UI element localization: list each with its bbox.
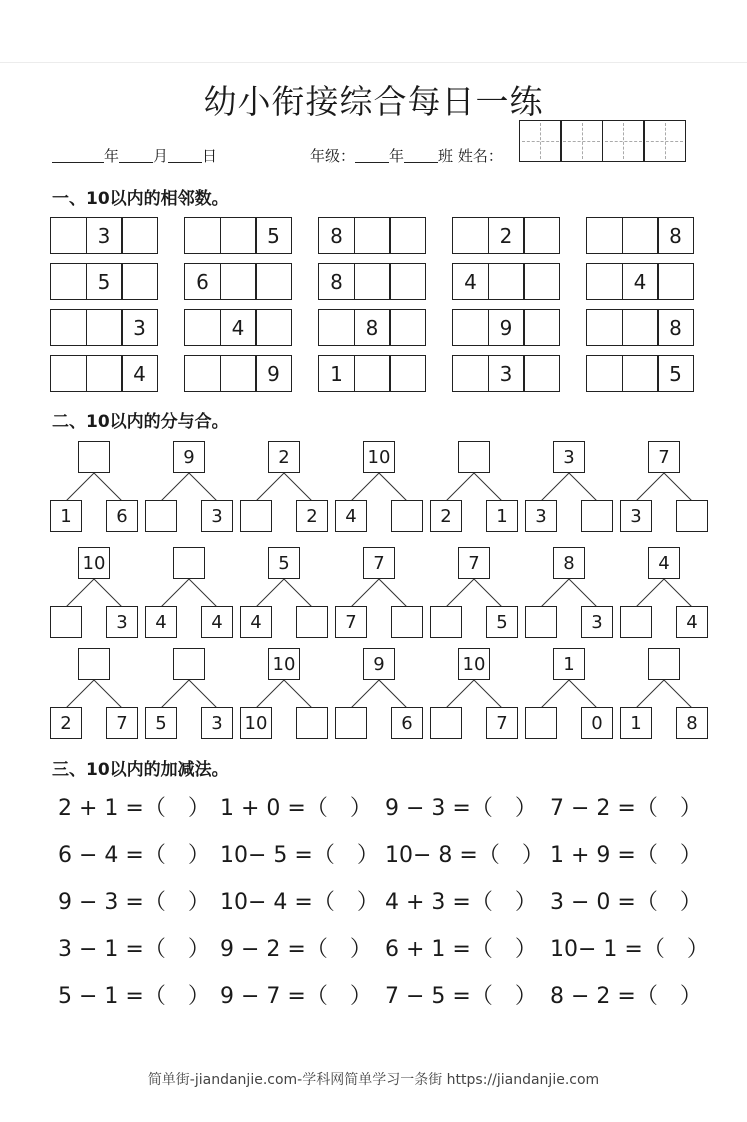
- neighbor-given-cell: 1: [318, 355, 355, 392]
- neighbor-group: [586, 355, 694, 392]
- tree-left-part-box: 4: [145, 606, 177, 638]
- neighbor-group: [318, 217, 426, 254]
- tree-right-part-box[interactable]: [581, 500, 613, 532]
- neighbor-given-cell: 4: [452, 263, 489, 300]
- tree-left-part-box: 5: [145, 707, 177, 739]
- equation[interactable]: 1 + 0 =（ ）: [220, 796, 372, 821]
- tree-left-part-box[interactable]: [430, 606, 462, 638]
- tree-total-box: 7: [363, 547, 395, 579]
- neighbor-group: [586, 217, 694, 254]
- tree-left-part-box[interactable]: [430, 707, 462, 739]
- equation[interactable]: 8 − 2 =（ ）: [550, 984, 702, 1009]
- tree-total-box[interactable]: [78, 441, 110, 473]
- tree-branch-line: [474, 473, 502, 501]
- tree-total-box[interactable]: [648, 648, 680, 680]
- tree-total-box: 10: [363, 441, 395, 473]
- neighbor-given-cell: 5: [255, 217, 292, 254]
- tree-left-part-box: 3: [525, 500, 557, 532]
- tree-right-part-box: 6: [106, 500, 138, 532]
- tree-branch-line: [636, 680, 664, 708]
- neighbor-group: [586, 263, 694, 300]
- top-rule: [0, 62, 747, 63]
- tree-left-part-box: 1: [620, 707, 652, 739]
- number-bond-tree: [237, 441, 331, 535]
- neighbor-answer-cell[interactable]: [622, 217, 659, 254]
- neighbor-given-cell: 2: [488, 217, 525, 254]
- tree-branch-line: [284, 473, 312, 501]
- neighbor-group: [452, 263, 560, 300]
- tree-left-part-box[interactable]: [240, 500, 272, 532]
- tree-right-part-box: 4: [676, 606, 708, 638]
- neighbor-answer-cell[interactable]: [523, 263, 560, 300]
- equation[interactable]: 9 − 3 =（ ）: [58, 890, 210, 915]
- number-bond-tree: [332, 648, 426, 742]
- neighbor-group: [586, 309, 694, 346]
- neighbor-answer-cell[interactable]: [389, 355, 426, 392]
- tree-total-box: 3: [553, 441, 585, 473]
- tree-total-box: 7: [648, 441, 680, 473]
- number-bond-tree: [142, 547, 236, 641]
- day-label: 日: [202, 147, 218, 165]
- number-bond-tree: [47, 547, 141, 641]
- tree-left-part-box: 1: [50, 500, 82, 532]
- tree-branch-line: [569, 680, 597, 708]
- number-bond-tree: [617, 547, 711, 641]
- tree-branch-line: [66, 680, 94, 708]
- equation[interactable]: 1 + 9 =（ ）: [550, 843, 702, 868]
- tree-total-box: 1: [553, 648, 585, 680]
- tree-branch-line: [284, 680, 312, 708]
- neighbor-answer-cell[interactable]: [523, 217, 560, 254]
- neighbor-group: [184, 217, 292, 254]
- tree-left-part-box: 10: [240, 707, 272, 739]
- tree-branch-line: [161, 579, 189, 607]
- tree-right-part-box[interactable]: [676, 500, 708, 532]
- neighbor-group: [184, 263, 292, 300]
- neighbor-given-cell: 3: [86, 217, 123, 254]
- number-bond-tree: [427, 547, 521, 641]
- equation[interactable]: 7 − 2 =（ ）: [550, 796, 702, 821]
- day-blank[interactable]: [168, 146, 202, 163]
- equation[interactable]: 4 + 3 =（ ）: [385, 890, 537, 915]
- neighbor-answer-cell[interactable]: [354, 217, 391, 254]
- tree-right-part-box: 3: [201, 500, 233, 532]
- neighbor-answer-cell[interactable]: [586, 309, 623, 346]
- tree-branch-line: [664, 473, 692, 501]
- neighbor-answer-cell[interactable]: [622, 355, 659, 392]
- name-cell[interactable]: [519, 120, 562, 162]
- tree-branch-line: [569, 473, 597, 501]
- tree-right-part-box: 6: [391, 707, 423, 739]
- neighbor-answer-cell[interactable]: [184, 355, 221, 392]
- neighbor-given-cell: 9: [488, 309, 525, 346]
- section-3-heading: 三、10以内的加减法。: [52, 760, 229, 780]
- equation[interactable]: 9 − 7 =（ ）: [220, 984, 372, 1009]
- neighbor-group: [318, 309, 426, 346]
- name-cell[interactable]: [560, 120, 603, 162]
- tree-branch-line: [541, 680, 569, 708]
- equation[interactable]: 9 − 3 =（ ）: [385, 796, 537, 821]
- tree-total-box: 10: [458, 648, 490, 680]
- neighbor-answer-cell[interactable]: [50, 309, 87, 346]
- tree-branch-line: [351, 680, 379, 708]
- number-bond-tree: [237, 547, 331, 641]
- tree-branch-line: [189, 473, 217, 501]
- number-bond-tree: [332, 441, 426, 535]
- neighbor-given-cell: 8: [657, 217, 694, 254]
- grade-line: [310, 146, 503, 166]
- number-bond-tree: [522, 648, 616, 742]
- tree-branch-line: [284, 579, 312, 607]
- tree-total-box[interactable]: [173, 547, 205, 579]
- year-blank[interactable]: [52, 146, 104, 163]
- neighbor-answer-cell[interactable]: [389, 263, 426, 300]
- neighbor-answer-cell[interactable]: [586, 355, 623, 392]
- tree-total-box[interactable]: [173, 648, 205, 680]
- tree-branch-line: [256, 680, 284, 708]
- tree-branch-line: [541, 579, 569, 607]
- tree-branch-line: [664, 579, 692, 607]
- number-bond-tree: [522, 441, 616, 535]
- tree-branch-line: [161, 473, 189, 501]
- tree-branch-line: [446, 579, 474, 607]
- neighbor-answer-cell[interactable]: [86, 309, 123, 346]
- tree-branch-line: [66, 473, 94, 501]
- grade-blank[interactable]: [355, 146, 389, 163]
- tree-branch-line: [256, 473, 284, 501]
- tree-left-part-box[interactable]: [335, 707, 367, 739]
- tree-branch-line: [474, 680, 502, 708]
- neighbor-answer-cell[interactable]: [184, 217, 221, 254]
- neighbor-answer-cell[interactable]: [318, 309, 355, 346]
- neighbor-answer-cell[interactable]: [452, 217, 489, 254]
- equation[interactable]: 10− 5 =（ ）: [220, 843, 379, 868]
- tree-total-box: 7: [458, 547, 490, 579]
- tree-right-part-box: 8: [676, 707, 708, 739]
- neighbor-given-cell: 4: [121, 355, 158, 392]
- tree-right-part-box[interactable]: [296, 606, 328, 638]
- tree-branch-line: [94, 680, 122, 708]
- tree-left-part-box: 2: [430, 500, 462, 532]
- neighbor-answer-cell[interactable]: [184, 309, 221, 346]
- tree-left-part-box[interactable]: [620, 606, 652, 638]
- neighbor-group: [452, 355, 560, 392]
- neighbor-answer-cell[interactable]: [657, 263, 694, 300]
- tree-right-part-box: 3: [201, 707, 233, 739]
- tree-left-part-box[interactable]: [50, 606, 82, 638]
- tree-total-box: 10: [268, 648, 300, 680]
- equation[interactable]: 5 − 1 =（ ）: [58, 984, 210, 1009]
- equation[interactable]: 7 − 5 =（ ）: [385, 984, 537, 1009]
- tree-left-part-box[interactable]: [145, 500, 177, 532]
- number-bond-tree: [617, 648, 711, 742]
- equation[interactable]: 10− 1 =（ ）: [550, 937, 709, 962]
- tree-total-box[interactable]: [78, 648, 110, 680]
- tree-branch-line: [94, 473, 122, 501]
- neighbor-answer-cell[interactable]: [121, 263, 158, 300]
- tree-branch-line: [379, 473, 407, 501]
- tree-right-part-box: 7: [486, 707, 518, 739]
- neighbor-answer-cell[interactable]: [255, 309, 292, 346]
- equation[interactable]: 6 + 1 =（ ）: [385, 937, 537, 962]
- tree-branch-line: [161, 680, 189, 708]
- number-bond-tree: [142, 441, 236, 535]
- tree-branch-line: [189, 579, 217, 607]
- tree-branch-line: [351, 473, 379, 501]
- neighbor-group: [318, 263, 426, 300]
- tree-left-part-box: 4: [240, 606, 272, 638]
- tree-left-part-box: 3: [620, 500, 652, 532]
- tree-branch-line: [636, 579, 664, 607]
- neighbor-group: [184, 309, 292, 346]
- grade-label: 年级：: [310, 147, 356, 165]
- section-2-heading: 二、10以内的分与合。: [52, 412, 229, 432]
- tree-branch-line: [474, 579, 502, 607]
- tree-branch-line: [379, 579, 407, 607]
- neighbor-answer-cell[interactable]: [389, 217, 426, 254]
- tree-branch-line: [664, 680, 692, 708]
- neighbor-group: [452, 217, 560, 254]
- neighbor-answer-cell[interactable]: [220, 355, 257, 392]
- neighbor-answer-cell[interactable]: [523, 355, 560, 392]
- tree-left-part-box: 7: [335, 606, 367, 638]
- tree-right-part-box[interactable]: [296, 707, 328, 739]
- tree-branch-line: [189, 680, 217, 708]
- neighbor-given-cell: 3: [121, 309, 158, 346]
- year-label: 年: [104, 147, 120, 165]
- class-blank[interactable]: [404, 146, 438, 163]
- equation[interactable]: 6 − 4 =（ ）: [58, 843, 210, 868]
- neighbor-answer-cell[interactable]: [488, 263, 525, 300]
- tree-right-part-box: 2: [296, 500, 328, 532]
- neighbor-answer-cell[interactable]: [255, 263, 292, 300]
- tree-branch-line: [541, 473, 569, 501]
- neighbor-answer-cell[interactable]: [50, 217, 87, 254]
- tree-total-box: 10: [78, 547, 110, 579]
- neighbor-given-cell: 8: [354, 309, 391, 346]
- neighbor-group: [50, 263, 158, 300]
- tree-branch-line: [379, 680, 407, 708]
- number-bond-tree: [332, 547, 426, 641]
- month-label: 月: [153, 147, 169, 165]
- equation[interactable]: 3 − 1 =（ ）: [58, 937, 210, 962]
- tree-right-part-box: 5: [486, 606, 518, 638]
- equation[interactable]: 9 − 2 =（ ）: [220, 937, 372, 962]
- neighbor-given-cell: 4: [220, 309, 257, 346]
- equation[interactable]: 2 + 1 =（ ）: [58, 796, 210, 821]
- neighbor-given-cell: 8: [657, 309, 694, 346]
- neighbor-answer-cell[interactable]: [586, 263, 623, 300]
- neighbor-answer-cell[interactable]: [50, 263, 87, 300]
- neighbor-group: [50, 217, 158, 254]
- neighbor-given-cell: 3: [488, 355, 525, 392]
- number-bond-tree: [617, 441, 711, 535]
- footer-text: 简单街-jiandanjie.com-学科网简单学习一条街 https://jiandanjie.com: [147, 1072, 600, 1088]
- tree-total-box: 4: [648, 547, 680, 579]
- equation[interactable]: 10− 4 =（ ）: [220, 890, 379, 915]
- tree-left-part-box[interactable]: [525, 707, 557, 739]
- neighbor-answer-cell[interactable]: [452, 309, 489, 346]
- neighbor-group: [184, 355, 292, 392]
- neighbor-answer-cell[interactable]: [523, 309, 560, 346]
- section-1-heading: 一、10以内的相邻数。: [52, 189, 229, 209]
- neighbor-group: [50, 355, 158, 392]
- class-label: 班: [438, 147, 454, 165]
- tree-right-part-box: 7: [106, 707, 138, 739]
- neighbor-answer-cell[interactable]: [389, 309, 426, 346]
- tree-left-part-box: 4: [335, 500, 367, 532]
- neighbor-given-cell: 5: [657, 355, 694, 392]
- date-line: [52, 146, 217, 166]
- number-bond-tree: [47, 648, 141, 742]
- tree-left-part-box: 2: [50, 707, 82, 739]
- month-blank[interactable]: [119, 146, 153, 163]
- tree-branch-line: [256, 579, 284, 607]
- name-grid[interactable]: [520, 120, 686, 162]
- name-cell[interactable]: [602, 120, 645, 162]
- neighbor-answer-cell[interactable]: [50, 355, 87, 392]
- neighbor-answer-cell[interactable]: [586, 217, 623, 254]
- neighbor-answer-cell[interactable]: [354, 355, 391, 392]
- tree-branch-line: [446, 680, 474, 708]
- name-label: 姓名：: [457, 147, 503, 165]
- neighbor-given-cell: 8: [318, 217, 355, 254]
- tree-branch-line: [94, 579, 122, 607]
- tree-branch-line: [636, 473, 664, 501]
- neighbor-answer-cell[interactable]: [86, 355, 123, 392]
- number-bond-tree: [522, 547, 616, 641]
- tree-total-box: 9: [363, 648, 395, 680]
- neighbor-given-cell: 6: [184, 263, 221, 300]
- tree-total-box[interactable]: [458, 441, 490, 473]
- tree-branch-line: [351, 579, 379, 607]
- equation[interactable]: 3 − 0 =（ ）: [550, 890, 702, 915]
- number-bond-tree: [427, 441, 521, 535]
- tree-branch-line: [66, 579, 94, 607]
- tree-right-part-box[interactable]: [391, 606, 423, 638]
- neighbor-group: [318, 355, 426, 392]
- neighbor-given-cell: 4: [622, 263, 659, 300]
- neighbor-answer-cell[interactable]: [354, 263, 391, 300]
- number-bond-tree: [47, 441, 141, 535]
- neighbor-answer-cell[interactable]: [452, 355, 489, 392]
- tree-total-box: 5: [268, 547, 300, 579]
- number-bond-tree: [142, 648, 236, 742]
- tree-right-part-box: 0: [581, 707, 613, 739]
- tree-right-part-box: 3: [581, 606, 613, 638]
- name-cell[interactable]: [643, 120, 686, 162]
- number-bond-tree: [427, 648, 521, 742]
- neighbor-answer-cell[interactable]: [121, 217, 158, 254]
- tree-left-part-box[interactable]: [525, 606, 557, 638]
- neighbor-given-cell: 9: [255, 355, 292, 392]
- neighbor-given-cell: 5: [86, 263, 123, 300]
- neighbor-answer-cell[interactable]: [622, 309, 659, 346]
- neighbor-answer-cell[interactable]: [220, 217, 257, 254]
- neighbor-group: [452, 309, 560, 346]
- neighbor-answer-cell[interactable]: [220, 263, 257, 300]
- number-bond-tree: [237, 648, 331, 742]
- tree-branch-line: [569, 579, 597, 607]
- equation[interactable]: 10− 8 =（ ）: [385, 843, 544, 868]
- page-title: 幼小衔接综合每日一练: [203, 82, 544, 121]
- tree-right-part-box: 4: [201, 606, 233, 638]
- tree-total-box: 9: [173, 441, 205, 473]
- grade-year-label: 年: [389, 147, 405, 165]
- tree-right-part-box[interactable]: [391, 500, 423, 532]
- tree-total-box: 2: [268, 441, 300, 473]
- tree-branch-line: [446, 473, 474, 501]
- neighbor-group: [50, 309, 158, 346]
- neighbor-given-cell: 8: [318, 263, 355, 300]
- tree-right-part-box: 3: [106, 606, 138, 638]
- tree-right-part-box: 1: [486, 500, 518, 532]
- tree-total-box: 8: [553, 547, 585, 579]
